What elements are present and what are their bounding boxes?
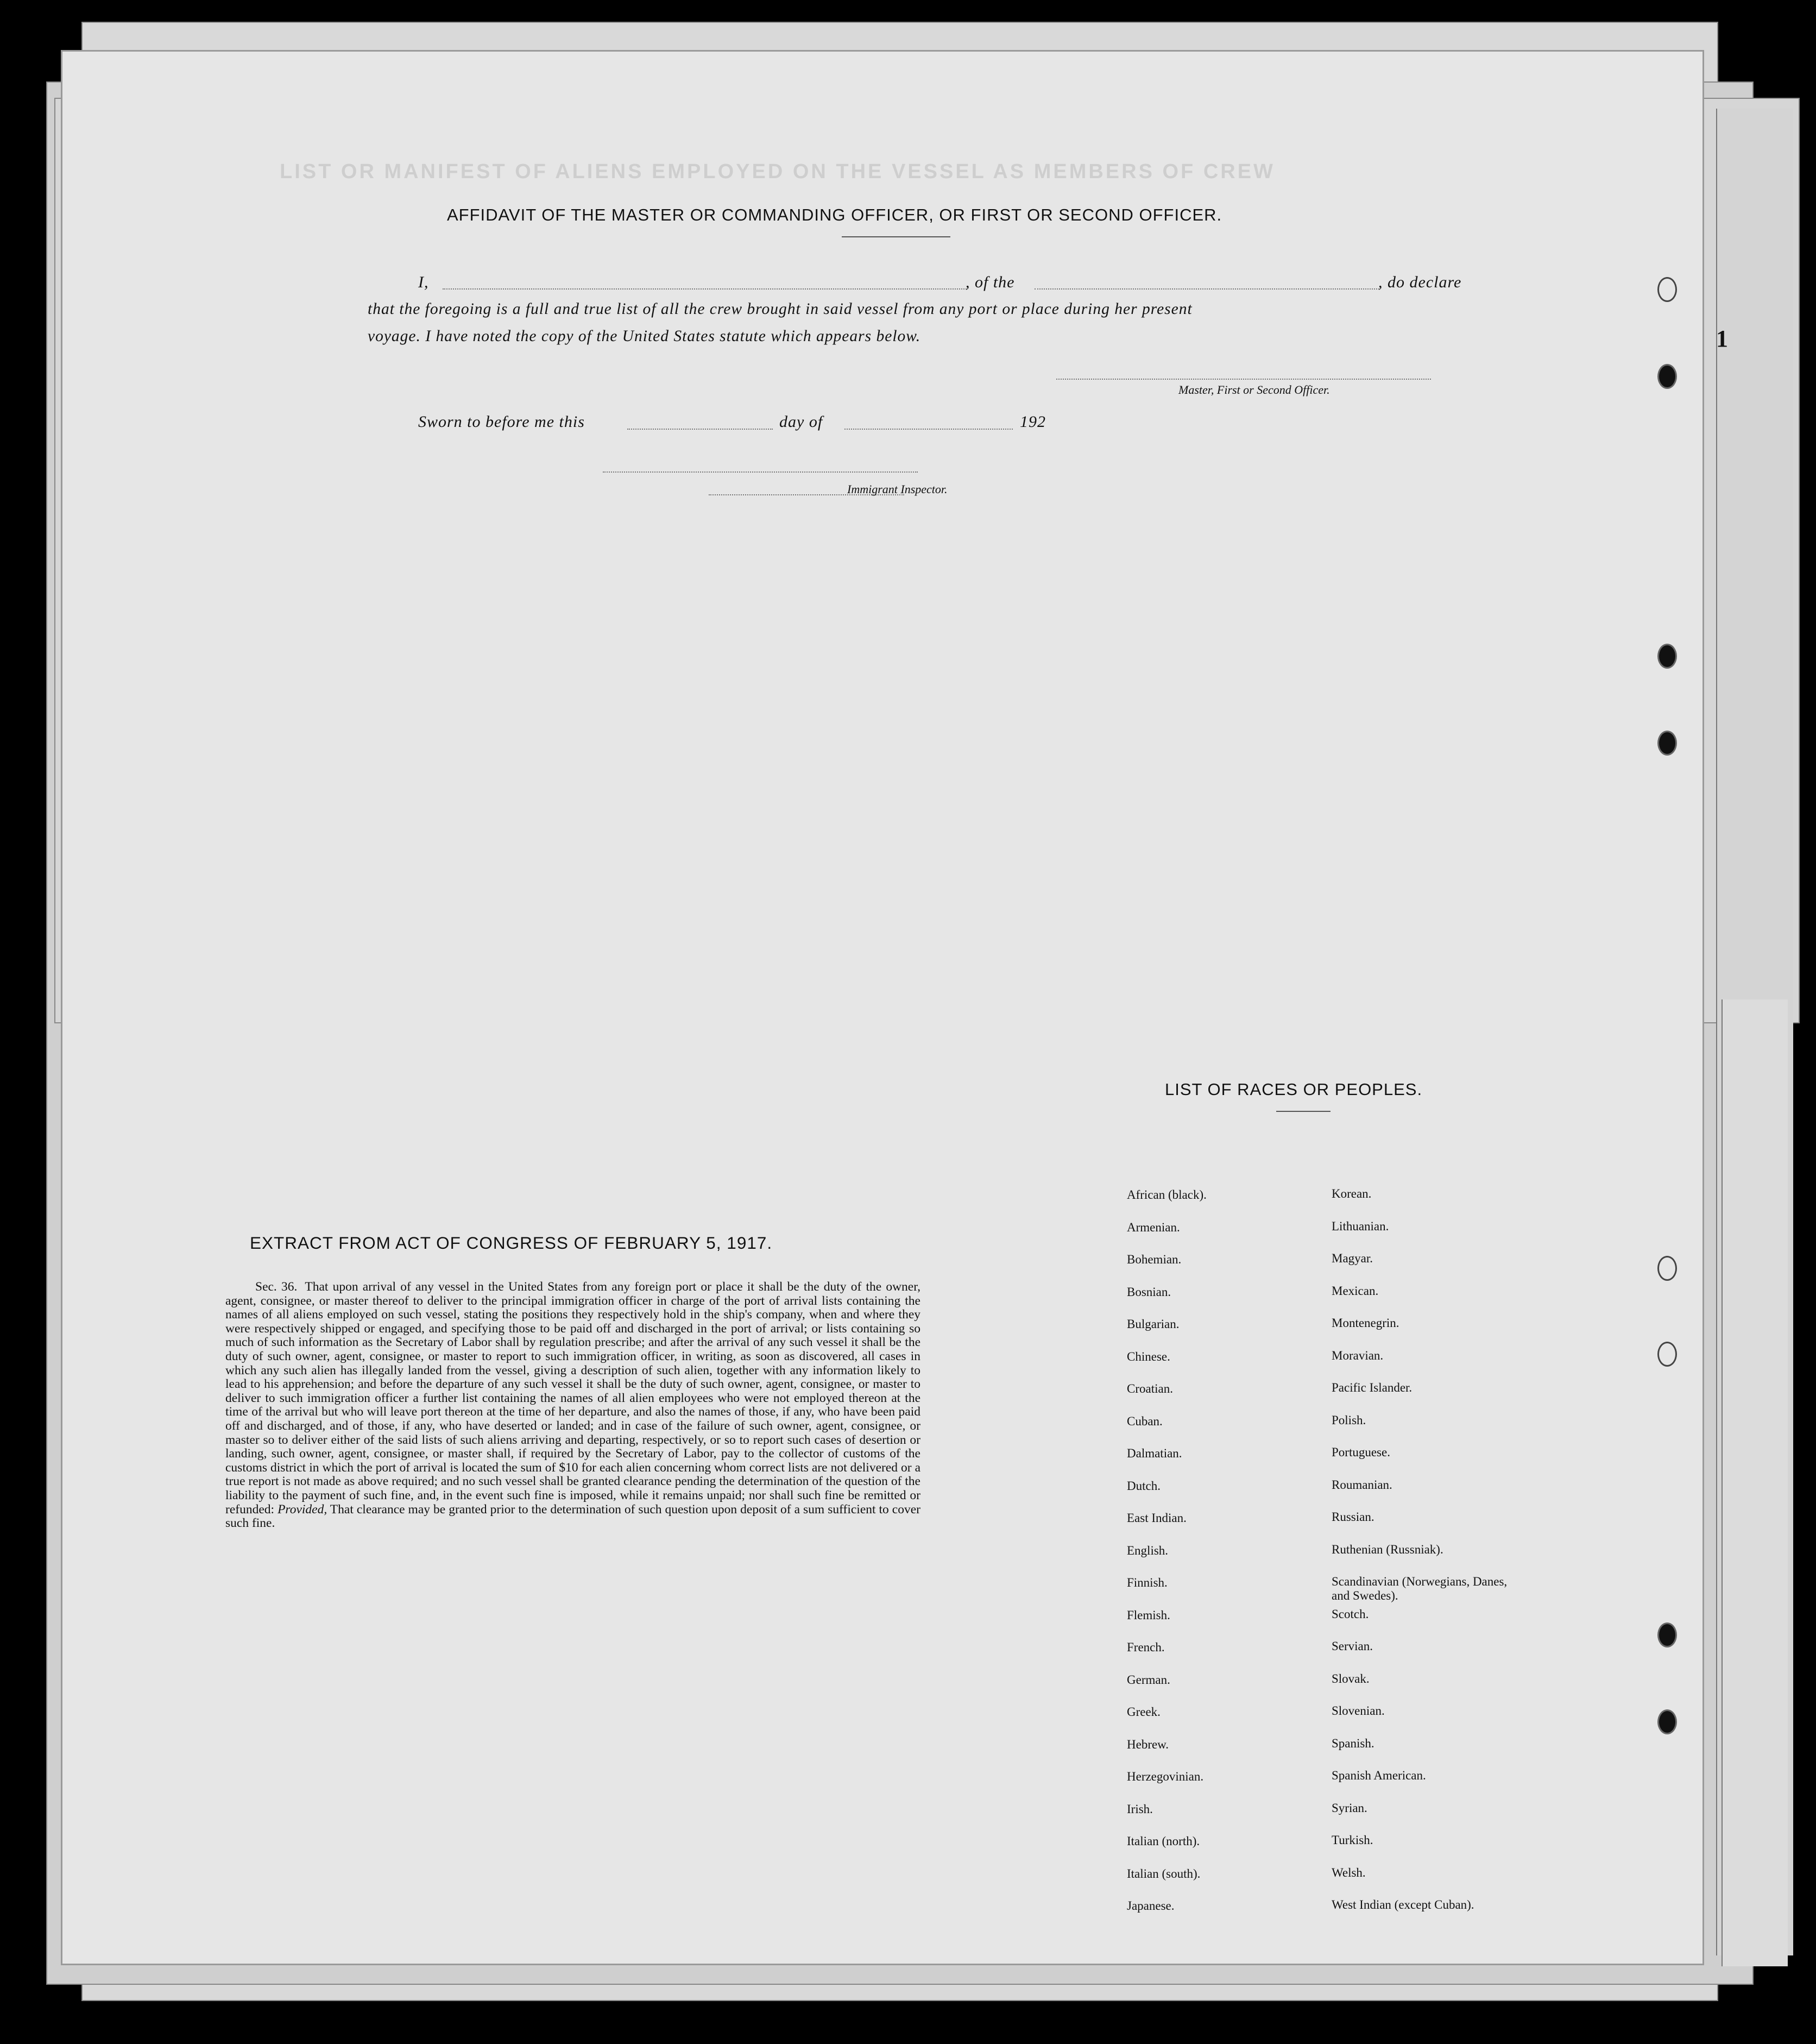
day-of-label: day of xyxy=(779,413,823,431)
race-item: German. xyxy=(1127,1672,1170,1687)
race-item: Moravian. xyxy=(1332,1348,1384,1362)
race-item: Scandinavian (Norwegians, Danes, and Swedes). xyxy=(1332,1575,1508,1602)
race-item: Italian (north). xyxy=(1127,1834,1200,1848)
binder-hole-5 xyxy=(1657,1256,1677,1281)
race-item: African (black). xyxy=(1127,1188,1207,1202)
race-item: Spanish. xyxy=(1332,1736,1374,1750)
inspector-signature-line xyxy=(603,471,918,473)
race-item: Herzegovinian. xyxy=(1127,1770,1204,1783)
race-item: Russian. xyxy=(1332,1510,1374,1524)
affidavit-declare: , do declare xyxy=(1378,273,1462,291)
right-side-sheet-2 xyxy=(1722,999,1788,1966)
race-item: French. xyxy=(1127,1640,1165,1654)
race-item: Scotch. xyxy=(1332,1607,1369,1621)
statute-body-1: That upon arrival of any vessel in the United States from any foreign port or place it shall be the duty of the owner, agent, consignee, or master thereof to deliver to the principal immigration officer in charge of the port of arrival lists containing the names of all aliens employed on such vessel, stating the positions they respectively hold in the ship's company, when and where they were respectively shipped or engaged, and specifying those to be paid off and discharged in the port of arrival; or lists containing so much of such information as the Secretary of Labor shall by regulation prescribe; and after the arrival of any such vessel it shall be the duty of such owner, agent, consignee, or master to report to such immigration officer, in writing, as soon as discovered, all cases in which any such alien has illegally landed from the vessel, giving a description of such alien, together with any information likely to lead to his apprehension; and before the departure of any such vessel it shall be the duty of such owner, agent, consignee, or master to deliver to such immigration officer a further list containing the names of all alien employees who were not employed thereon at the time of the arrival but who will leave port thereon at the time of her departure, and also the names of those, if any, who have been paid off and discharged, and of those, if any, who have deserted or landed; and in case of the failure of such owner, agent, consignee, or master so to deliver either of the said lists of such aliens arriving and departing, respectively, or so to report such cases of desertion or landing, such owner, agent, consignee, or master shall, if required by the Secretary of Labor, pay to the collector of customs of the customs district in which the port of arrival is located the sum of $10 for each alien concerning whom correct lists are not delivered or a true report is not made as above required; and no such vessel shall be granted clearance pending the determination of the question of the liability to the payment of such fine, and, in the event such fine is imposed, while it remains unpaid; nor shall such fine be remitted or refunded: xyxy=(225,1280,920,1517)
race-item: Roumanian. xyxy=(1332,1477,1392,1492)
affidavit-line3: voyage. I have noted the copy of the United States statute which appears below. xyxy=(368,328,921,345)
race-item: Montenegrin. xyxy=(1332,1316,1399,1330)
race-item: Bohemian. xyxy=(1127,1253,1182,1266)
race-item: Hebrew. xyxy=(1127,1737,1169,1751)
manifest-page xyxy=(62,52,1702,1964)
affidavit-title-rule xyxy=(842,236,950,237)
name-blank xyxy=(443,288,967,290)
sworn-label: Sworn to before me this xyxy=(418,413,585,431)
binder-hole-1 xyxy=(1657,277,1677,302)
binder-hole-2 xyxy=(1657,364,1677,389)
race-item: English. xyxy=(1127,1543,1169,1557)
sworn-month-blank xyxy=(844,429,1013,430)
race-item: Greek. xyxy=(1127,1705,1161,1719)
statute-provided: Provided, xyxy=(278,1502,327,1517)
race-item: Lithuanian. xyxy=(1332,1219,1389,1233)
race-item: Spanish American. xyxy=(1332,1769,1426,1782)
race-item: Armenian. xyxy=(1127,1220,1180,1234)
race-item: Servian. xyxy=(1332,1639,1373,1653)
race-item: Dutch. xyxy=(1127,1479,1161,1493)
race-item: Mexican. xyxy=(1332,1284,1379,1298)
binder-hole-6 xyxy=(1657,1342,1677,1367)
race-item: Dalmatian. xyxy=(1127,1446,1182,1460)
master-signature-line xyxy=(1056,379,1431,380)
binder-hole-7 xyxy=(1657,1622,1677,1647)
binder-hole-8 xyxy=(1657,1709,1677,1734)
race-item: Portuguese. xyxy=(1332,1445,1390,1459)
race-item: Croatian. xyxy=(1127,1382,1173,1395)
race-item: Italian (south). xyxy=(1127,1866,1201,1881)
vessel-blank xyxy=(1035,288,1379,290)
race-item: Flemish. xyxy=(1127,1608,1170,1622)
race-item: West Indian (except Cuban). xyxy=(1332,1898,1474,1911)
race-item: Welsh. xyxy=(1332,1865,1366,1879)
statute-body-2: That clearance may be granted prior to the determination of such question upon deposit of a sum sufficient to cover such fine. xyxy=(225,1502,920,1531)
race-item: Bulgarian. xyxy=(1127,1317,1180,1331)
race-item: Cuban. xyxy=(1127,1414,1163,1428)
affidavit-i: I, xyxy=(418,273,429,291)
race-item: Polish. xyxy=(1332,1413,1366,1427)
extract-title: EXTRACT FROM ACT OF CONGRESS OF FEBRUARY 5, 1917. xyxy=(250,1233,773,1253)
race-item: Irish. xyxy=(1127,1802,1153,1816)
race-item: Turkish. xyxy=(1332,1833,1373,1847)
year-label: 192 xyxy=(1020,413,1046,431)
sworn-day-blank xyxy=(627,429,773,430)
binder-hole-3 xyxy=(1657,644,1677,669)
statute-text xyxy=(225,1280,920,1531)
bleed-through-header: LIST OR MANIFEST OF ALIENS EMPLOYED ON THE VESSEL AS MEMBERS OF CREW xyxy=(280,160,1275,183)
race-item: Finnish. xyxy=(1127,1576,1168,1589)
inspector-label: Immigrant Inspector. xyxy=(847,482,948,496)
races-title-rule xyxy=(1276,1111,1331,1112)
race-item: Slovak. xyxy=(1332,1671,1370,1685)
margin-mark: 1 xyxy=(1716,325,1728,352)
race-item: Chinese. xyxy=(1127,1349,1170,1363)
affidavit-title: AFFIDAVIT OF THE MASTER OR COMMANDING OFFICER, OR FIRST OR SECOND OFFICER. xyxy=(447,205,1222,224)
races-title: LIST OF RACES OR PEOPLES. xyxy=(1165,1080,1423,1099)
affidavit-of-the: , of the xyxy=(966,273,1015,291)
statute-section: Sec. 36. xyxy=(255,1280,298,1294)
race-item: Ruthenian (Russniak). xyxy=(1332,1542,1443,1556)
race-item: Korean. xyxy=(1332,1187,1372,1200)
race-item: East Indian. xyxy=(1127,1511,1187,1525)
race-item: Japanese. xyxy=(1127,1899,1175,1913)
race-item: Pacific Islander. xyxy=(1332,1381,1413,1394)
race-item: Slovenian. xyxy=(1332,1704,1385,1718)
race-item: Magyar. xyxy=(1332,1251,1373,1265)
master-label: Master, First or Second Officer. xyxy=(1178,383,1330,397)
race-item: Bosnian. xyxy=(1127,1285,1171,1299)
race-item: Syrian. xyxy=(1332,1801,1367,1815)
binder-hole-4 xyxy=(1657,731,1677,756)
affidavit-line2: that the foregoing is a full and true list of all the crew brought in said vessel from any port or place during her present xyxy=(368,300,1193,318)
